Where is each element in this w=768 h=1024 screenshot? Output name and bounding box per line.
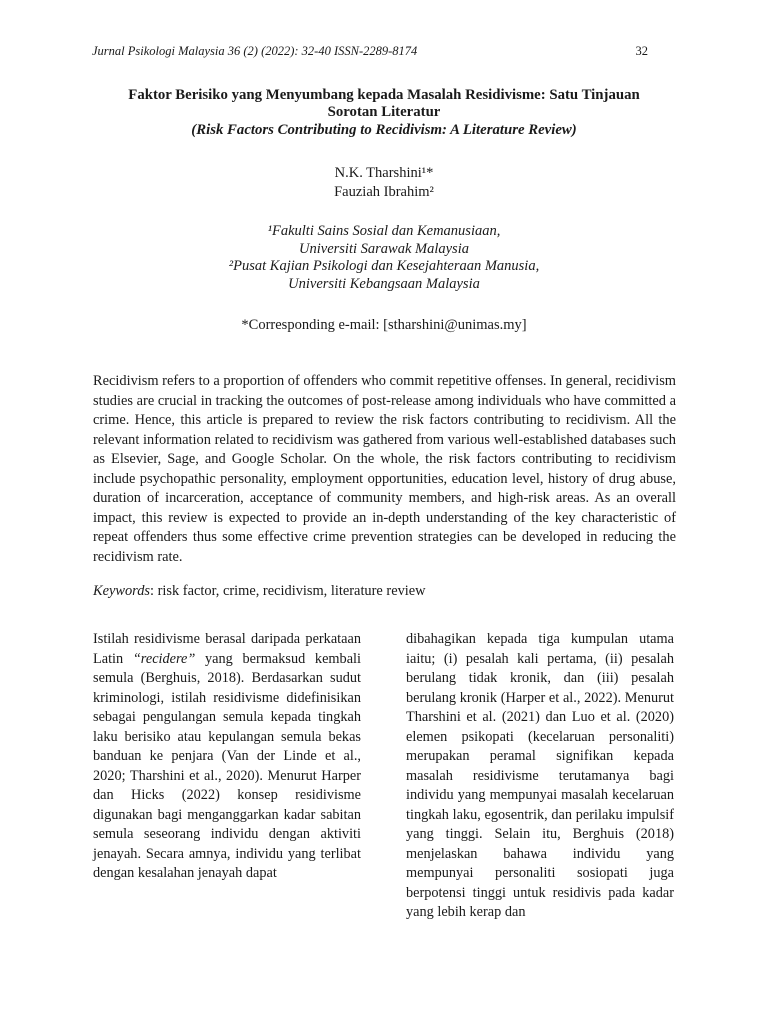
author-name: N.K. Tharshini¹*: [334, 165, 434, 181]
running-header: [92, 44, 648, 59]
affiliation-line: Universiti Sarawak Malaysia: [299, 240, 469, 257]
corresponding-email: *Corresponding e-mail: [stharshini@unimas.my]: [241, 317, 527, 333]
journal-citation: Jurnal Psikologi Malaysia 36 (2) (2022): 32-40 ISSN-2289-8174: [92, 44, 418, 58]
author-list: [92, 164, 676, 202]
article-title-line-2: Sorotan Literatur: [327, 104, 441, 120]
affiliation-line: ²Pusat Kajian Psikologi dan Kesejahteraan Manusia,: [228, 258, 540, 274]
affiliation-line: Universiti Kebangsaan Malaysia: [288, 275, 480, 292]
latin-term: “recidere”: [132, 650, 196, 667]
body-column-left: [93, 630, 361, 884]
author-name: Fauziah Ibrahim²: [334, 184, 434, 200]
body-paragraph: [93, 630, 361, 884]
keywords: [93, 583, 676, 600]
body-paragraph: dibahagikan kepada tiga kumpulan utama iaitu; (i) pesalah kali pertama, (ii) pesalah berulang tidak kronik, dan (iii) pesalah berulang kronik (Harper et al., 2022). Menurut Tharshini et al. (2021) dan Luo et al. (2020) elemen psikopati (kecelaruan personaliti) merupakan peramal signifikan kepada masalah residivisme terutamanya bagi individu yang mempunyai masalah kecelaruan tingkah laku, egosentrik, dan perilaku impulsif yang tinggi. Selain itu, Berghuis (2018) menjelaskan bahawa individu yang mempunyai personaliti sosiopati juga berpotensi tinggi untuk residivis pada kadar yang lebih kerap dan: [406, 631, 674, 920]
article-subtitle: (Risk Factors Contributing to Recidivism: A Literature Review): [191, 122, 577, 138]
body-text: yang bermaksud kembali semula (Berghuis, 2018). Berdasarkan sudut kriminologi, istilah residivisme didefinisikan sebagai pengulangan semula kepada tingkah laku berisiko atau kepulangan semula bekas banduan ke penjara (Van der Linde et al., 2020; Tharshini et al., 2020). Menurut Harper dan Hicks (2022) konsep residivisme digunakan bagi menganggarkan kadar sabitan semula seseorang individu dengan aktiviti jenayah. Secara amnya, individu yang terlibat dengan kesalahan jenayah dapat: [93, 650, 361, 881]
keywords-label: Keywords: [93, 583, 151, 599]
affiliation-list: [92, 223, 676, 293]
body-text: Istilah residivisme berasal daripada perkataan Latin: [93, 631, 361, 667]
article-title: [92, 87, 676, 121]
page-number: 32: [635, 44, 648, 58]
article-title-line-1: Faktor Berisiko yang Menyumbang kepada Masalah Residivisme: Satu Tinjauan: [128, 87, 640, 103]
abstract: Recidivism refers to a proportion of offenders who commit repetitive offenses. In general, recidivism studies are crucial in tracking the outcomes of post-release among individuals who have committed a crime. Hence, this article is prepared to review the risk factors contributing to recidivism. All the relevant information related to recidivism was gathered from various well-established databases such as Elsevier, Sage, and Google Scholar. On the whole, the risk factors contributing to recidivism include psychopathic personality, employment opportunities, education level, history of drug abuse, duration of incarceration, acceptance of community members, and high-risk areas. As an overall impact, this review is expected to provide an in-depth understanding of the key characteristic of repeat offenders thus some effective crime prevention strategies can be developed in reducing the recidivism rate.: [93, 373, 676, 565]
keywords-text: : risk factor, crime, recidivism, literature review: [150, 583, 426, 599]
body-column-right: [406, 630, 674, 923]
title-block: [92, 87, 676, 139]
affiliation-line: ¹Fakulti Sains Sosial dan Kemanusiaan,: [267, 223, 501, 239]
